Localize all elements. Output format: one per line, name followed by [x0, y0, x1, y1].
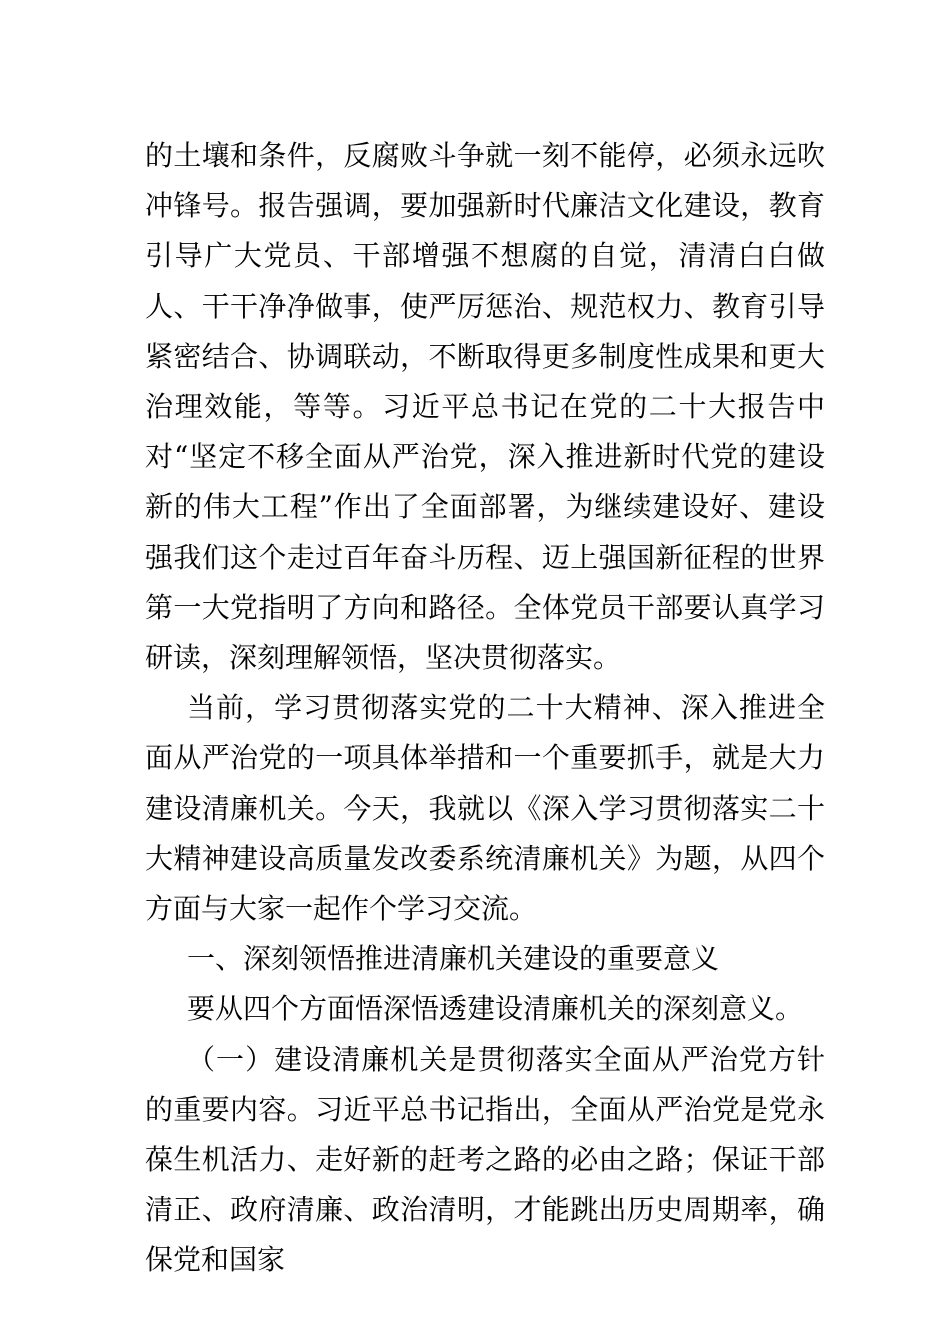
paragraph-1: 的土壤和条件，反腐败斗争就一刻不能停，必须永远吹冲锋号。报告强调，要加强新时代廉洁文化建设，教育引导广大党员、干部增强不想腐的自觉，清清白白做人、干干净净做事，使严厉惩治、规范权力、教育引导紧密结合、协调联动，不断取得更多制度性成果和更大治理效能，等等。习近平总书记在党的二十大报告中对“坚定不移全面从严治党，深入推进新时代党的建设新的伟大工程”作出了全面部署，为继续建设好、建设强我们这个走过百年奋斗历程、迈上强国新征程的世界第一大党指明了方向和路径。全体党员干部要认真学习研读，深刻理解领悟，坚决贯彻落实。 — [145, 139, 825, 675]
document-body — [145, 131, 825, 1286]
section-heading-1: 一、深刻领悟推进清廉机关建设的重要意义 — [187, 942, 720, 976]
paragraph-4: （一）建设清廉机关是贯彻落实全面从严治党方针的重要内容。习近平总书记指出，全面从严治党是党永葆生机活力、走好新的赶考之路的必由之路；保证干部清正、政府清廉、政治清明，才能跳出历史周期率，确保党和国家 — [145, 1042, 825, 1277]
paragraph-2: 当前，学习贯彻落实党的二十大精神、深入推进全面从严治党的一项具体举措和一个重要抓手，就是大力建设清廉机关。今天，我就以《深入学习贯彻落实二十大精神建设高质量发改委系统清廉机关》为题，从四个方面与大家一起作个学习交流。 — [145, 691, 825, 926]
paragraph-3: 要从四个方面悟深悟透建设清廉机关的深刻意义。 — [187, 992, 804, 1026]
